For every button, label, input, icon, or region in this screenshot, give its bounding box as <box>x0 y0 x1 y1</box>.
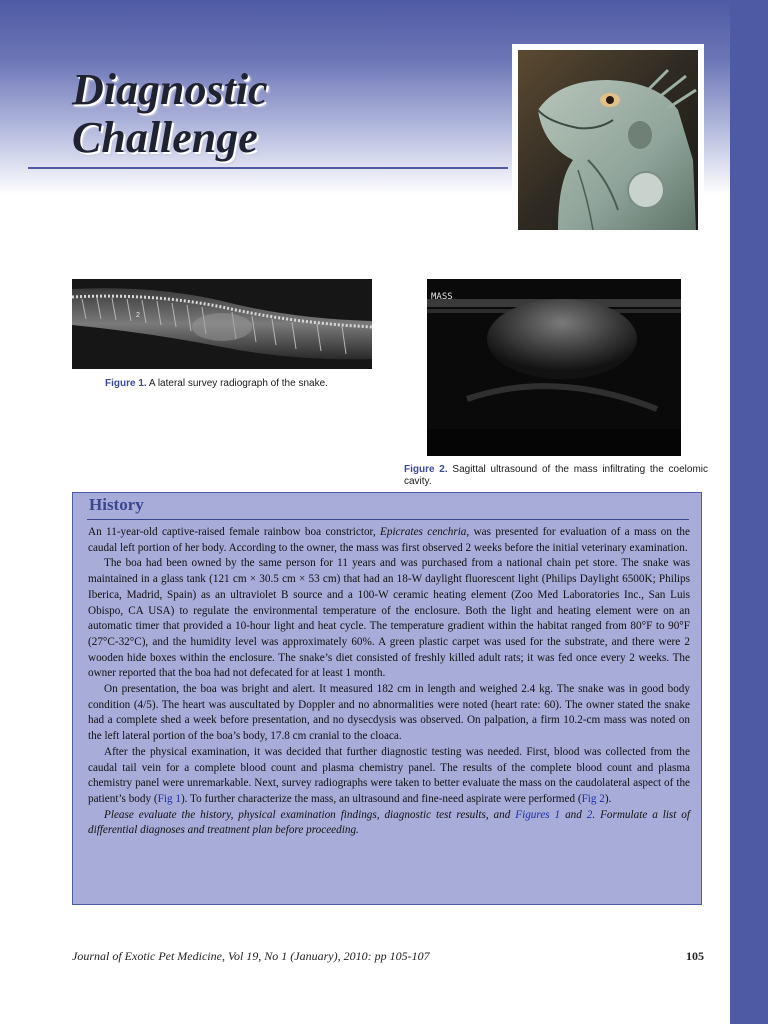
fig2-link[interactable]: Fig 2 <box>581 792 605 805</box>
history-instruction: Please evaluate the history, physical examination findings, diagnostic test results, and Figures 1 and 2. Formulate a list of differential diagnoses and treatment plan before proceeding. <box>88 808 691 837</box>
figure-2-text: Sagittal ultrasound of the mass infiltrating the coelomic cavity. <box>404 464 708 487</box>
page-number: 105 <box>686 949 704 963</box>
iguana-photo <box>512 44 704 236</box>
history-section <box>72 492 702 905</box>
radiograph-marker: 2 <box>136 312 140 319</box>
history-paragraph-4: After the physical examination, it was decided that further diagnostic testing was needed. First, blood was collected from the caudal tail vein for a complete blood count and plasma chemistry panel. The results of the complete blood count and plasma chemistry panel were unremarkable. Next, survey radiographs were taken to better evaluate the mass on the caudolateral aspect of the patient’s body (Fig 1). To further characterize the mass, an ultrasound and fine-need aspirate were performed (Fig 2). <box>88 745 690 805</box>
history-body <box>88 525 690 839</box>
page-title <box>72 66 268 162</box>
figure-2-caption <box>404 464 708 488</box>
figures1-link[interactable]: Figures 1 <box>515 808 561 821</box>
journal-citation: Journal of Exotic Pet Medicine, Vol 19, No 1 (January), 2010: pp 105-107 <box>72 949 430 963</box>
fig1-link[interactable]: Fig 1 <box>157 792 181 805</box>
iguana-illustration <box>518 50 698 230</box>
species-name: Epicrates cenchria <box>380 526 467 538</box>
figure-1-label: Figure 1. <box>105 378 147 389</box>
right-margin-bar <box>730 0 768 1024</box>
title-line-1: Diagnostic <box>72 65 268 114</box>
history-heading: History <box>89 495 144 514</box>
history-divider <box>87 519 689 520</box>
figure-2-ultrasound <box>427 279 681 456</box>
history-paragraph-1: An 11-year-old captive-raised female rainbow boa constrictor, Epicrates cenchria, was presented for evaluation of a mass on the caudal left portion of her body. According to the owner, the mass was first observed 2 weeks before the initial veterinary examination. <box>88 526 690 554</box>
history-paragraph-3: On presentation, the boa was bright and alert. It measured 182 cm in length and weighed 2.4 kg. The snake was in good body condition (4/5). The heart was auscultated by Doppler and no abnormalities were noted (heart rate: 60). The owner stated the snake had a complete shed a week before presentation, and no dysecdysis was observed. On palpation, a firm 10.2-cm mass was noted on the left lateral portion of the boa’s body, 17.8 cm cranial to the cloaca. <box>88 683 690 743</box>
history-paragraph-2: The boa had been owned by the same person for 11 years and was purchased from a national chain pet store. The snake was maintained in a glass tank (121 cm × 30.5 cm × 53 cm) that had an 18-W daylight fluorescent light (Philips Daylight 6500K; Philips Iberica, Madrid, Spain) as an ultraviolet B source and a 100-W ceramic heating element (Zoo Med Laboratories Inc., San Luis Obispo, CA USA) to regulate the environmental temperature of the enclosure. Both the light and heating element were on an automatic timer that provided a 10-hour light and heat cycle. The temperature gradient within the habitat ranged from 80°F to 90°F (27°C-32°C), and the humidity level was approximately 60%. A green plastic carpet was used for the substrate, and there were 2 wooden hide boxes within the enclosure. The snake’s diet consisted of freshly killed adult rats; it was fed once every 2 weeks. The owner reported that the boa had not defecated for at least 1 month. <box>88 557 690 680</box>
figures2-link[interactable]: 2 <box>586 808 593 821</box>
ultrasound-mass-label: MASS <box>431 292 453 302</box>
figure-1-radiograph <box>72 279 372 369</box>
ultrasound-image <box>427 279 681 456</box>
title-divider <box>28 167 508 169</box>
figure-1-caption <box>105 378 385 390</box>
figure-2-label: Figure 2. <box>404 464 448 475</box>
radiograph-image <box>72 279 372 369</box>
title-line-2: Challenge <box>72 113 258 162</box>
figure-1-text: A lateral survey radiograph of the snake. <box>148 378 328 389</box>
